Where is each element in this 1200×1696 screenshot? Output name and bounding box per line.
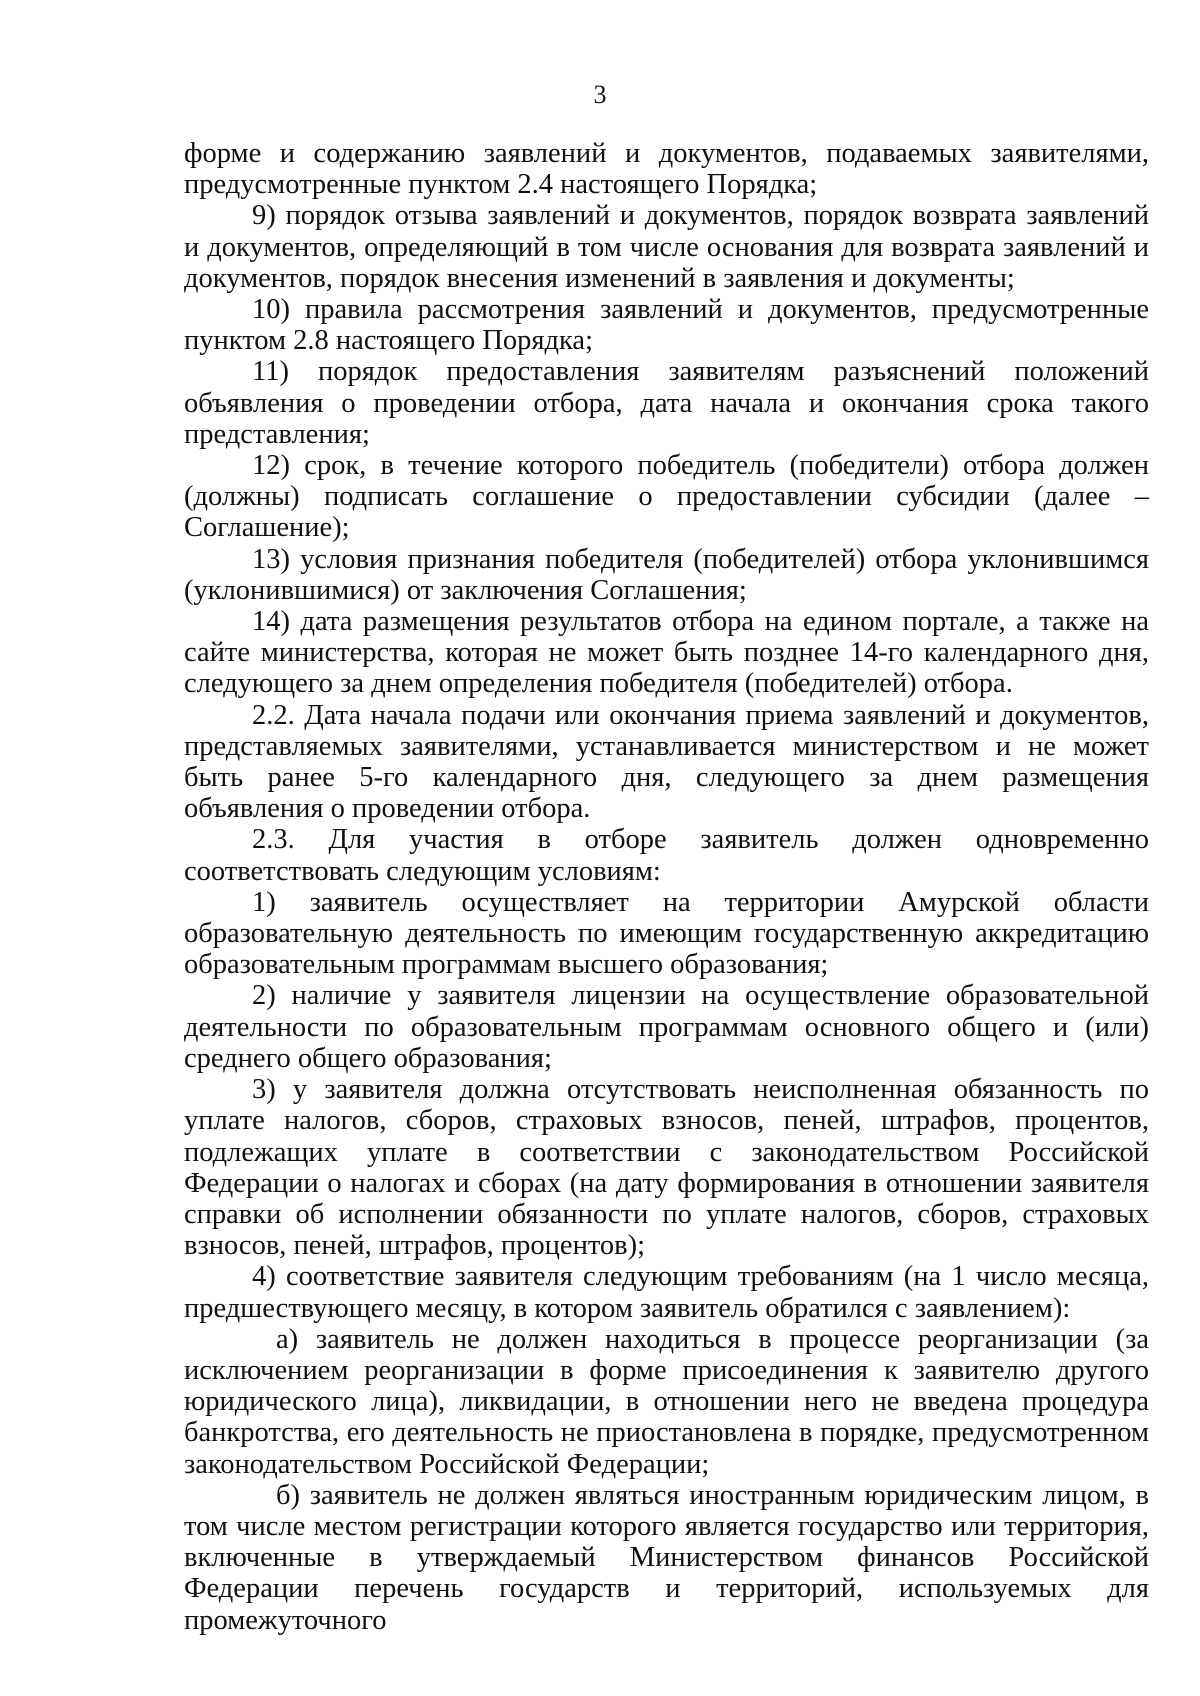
paragraph: форме и содержанию заявлений и документов, подаваемых заявителями, предусмотренные пунктом 2.4 настоящего Порядка; — [184, 138, 1149, 201]
paragraph: 2) наличие у заявителя лицензии на осуществление образовательной деятельности по образовательным программам основного общего и (или) среднего общего образования; — [184, 980, 1149, 1074]
paragraph: 11) порядок предоставления заявителям разъяснений положений объявления о проведении отбора, дата начала и окончания срока такого представления; — [184, 356, 1149, 450]
paragraph: 10) правила рассмотрения заявлений и документов, предусмотренные пунктом 2.8 настоящего Порядка; — [184, 294, 1149, 357]
paragraph: 2.3. Для участия в отборе заявитель должен одновременно соответствовать следующим условиям: — [184, 824, 1149, 887]
paragraph: 4) соответствие заявителя следующим требованиям (на 1 число месяца, предшествующего месяцу, в котором заявитель обратился с заявлением): — [184, 1261, 1149, 1324]
paragraph: 9) порядок отзыва заявлений и документов, порядок возврата заявлений и документов, определяющий в том числе основания для возврата заявлений и документов, порядок внесения изменений в заявления и документы; — [184, 200, 1149, 294]
paragraph: 14) дата размещения результатов отбора на едином портале, а также на сайте министерства, которая не может быть позднее 14-го календарного дня, следующего за днем определения победителя (победителей) отбора. — [184, 606, 1149, 700]
page-number: 3 — [593, 80, 607, 109]
paragraph: 13) условия признания победителя (победителей) отбора уклонившимся (уклонившимися) от заключения Соглашения; — [184, 543, 1149, 606]
paragraph: 3) у заявителя должна отсутствовать неисполненная обязанность по уплате налогов, сборов, страховых взносов, пеней, штрафов, процентов, подлежащих уплате в соответствии с законодательством Российской Федерации о налогах и сборах (на дату формирования в отношении заявителя справки об исполнении обязанности по уплате налогов, сборов, страховых взносов, пеней, штрафов, процентов); — [184, 1074, 1149, 1262]
paragraph: б) заявитель не должен являться иностранным юридическим лицом, в том числе местом регистрации которого является государство или территория, включенные в утверждаемый Министерством финансов Российской Федерации перечень государств и территорий, используемых для промежуточного — [184, 1479, 1149, 1636]
paragraph: 1) заявитель осуществляет на территории Амурской области образовательную деятельность по имеющим государственную аккредитацию образовательным программам высшего образования; — [184, 886, 1149, 981]
paragraph: 12) срок, в течение которого победитель (победители) отбора должен (должны) подписать соглашение о предоставлении субсидии (далее – Соглашение); — [184, 450, 1149, 544]
paragraph: 2.2. Дата начала подачи или окончания приема заявлений и документов, представляемых заявителями, устанавливается министерством и не может быть ранее 5-го календарного дня, следующего за днем размещения объявления о проведении отбора. — [184, 699, 1149, 825]
document-body — [184, 138, 1149, 1636]
paragraph: а) заявитель не должен находиться в процессе реорганизации (за исключением реорганизации в форме присоединения к заявителю другого юридического лица), ликвидации, в отношении него не введена процедура банкротства, его деятельность не приостановлена в порядке, предусмотренном законодательством Российской Федерации; — [184, 1323, 1149, 1480]
